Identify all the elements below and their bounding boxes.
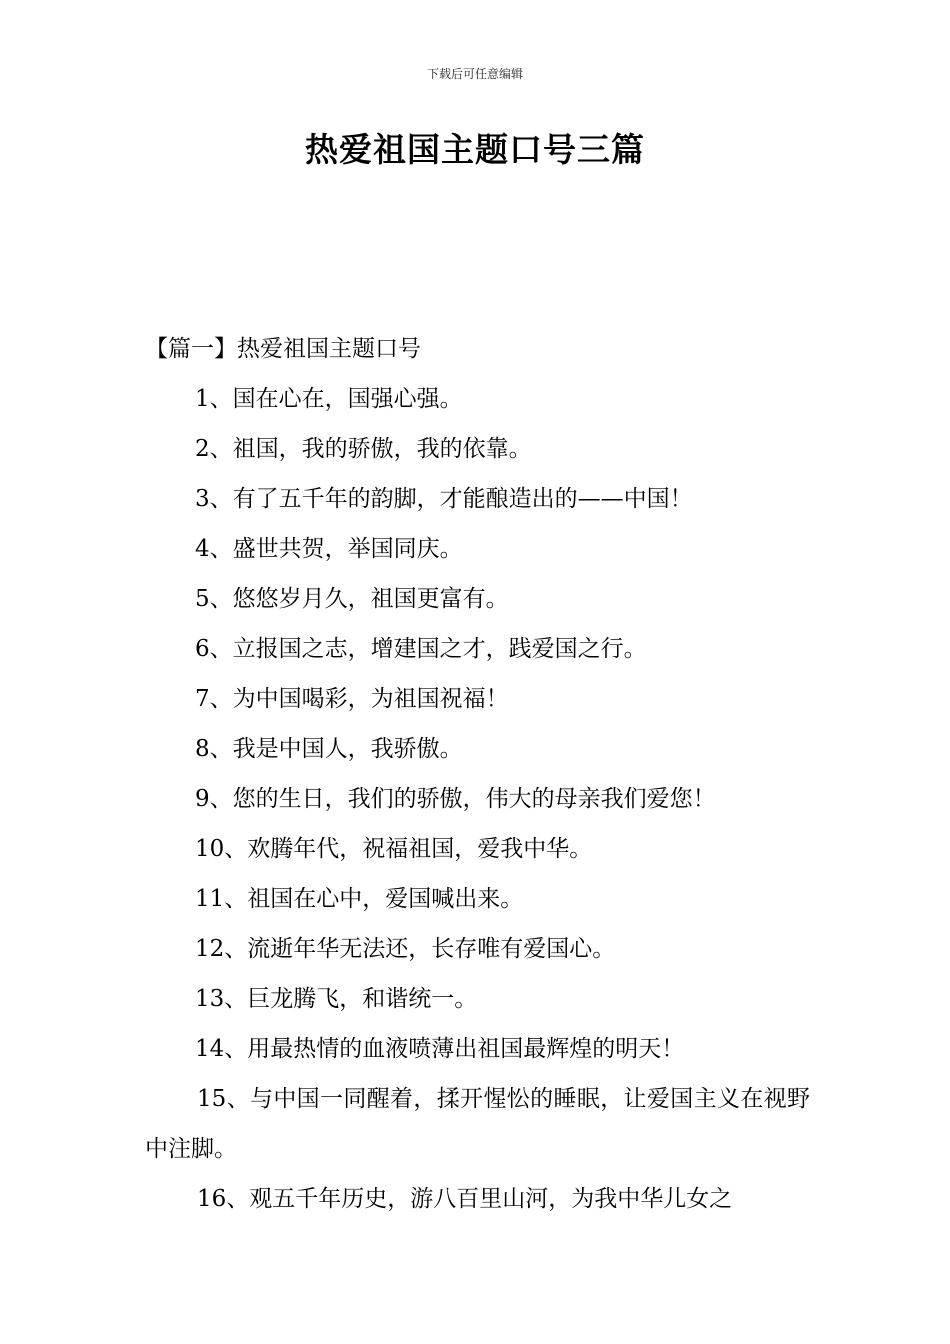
slogan-item: 3、有了五千年的韵脚，才能酿造出的——中国！ [195,486,693,512]
slogan-item: 9、您的生日，我们的骄傲，伟大的母亲我们爱您！ [195,786,716,812]
slogan-item: 2、祖国，我的骄傲，我的依靠。 [195,436,532,462]
slogan-item: 10、欢腾年代，祝福祖国，爱我中华。 [195,836,593,862]
slogan-item: 8、我是中国人，我骄傲。 [195,736,463,762]
slogan-item: 13、巨龙腾飞，和谐统一。 [195,986,478,1012]
slogan-list [145,382,810,1232]
slogan-item: 6、立报国之志，增建国之才，践爱国之行。 [195,636,647,662]
slogan-item: 12、流逝年华无法还，长存唯有爱国心。 [195,936,616,962]
slogan-item: 7、为中国喝彩，为祖国祝福！ [195,686,509,712]
document-title: 热爱祖国主题口号三篇 [305,130,645,169]
slogan-item: 14、用最热情的血液喷薄出祖国最辉煌的明天！ [195,1036,685,1062]
slogan-item: 1、国在心在，国强心强。 [195,386,463,412]
slogan-item: 16、观五千年历史，游八百里山河，为我中华儿女之 [197,1186,733,1212]
section-heading: 【篇一】热爱祖国主题口号 [145,336,421,362]
slogan-item: 15、与中国一同醒着，揉开惺忪的睡眠，让爱国主义在视野中注脚。 [145,1086,810,1162]
slogan-item: 11、祖国在心中，爱国喊出来。 [195,886,524,912]
slogan-item: 5、悠悠岁月久，祖国更富有。 [195,586,509,612]
slogan-item: 4、盛世共贺，举国同庆。 [195,536,463,562]
header-note: 下载后可任意编辑 [426,67,523,81]
